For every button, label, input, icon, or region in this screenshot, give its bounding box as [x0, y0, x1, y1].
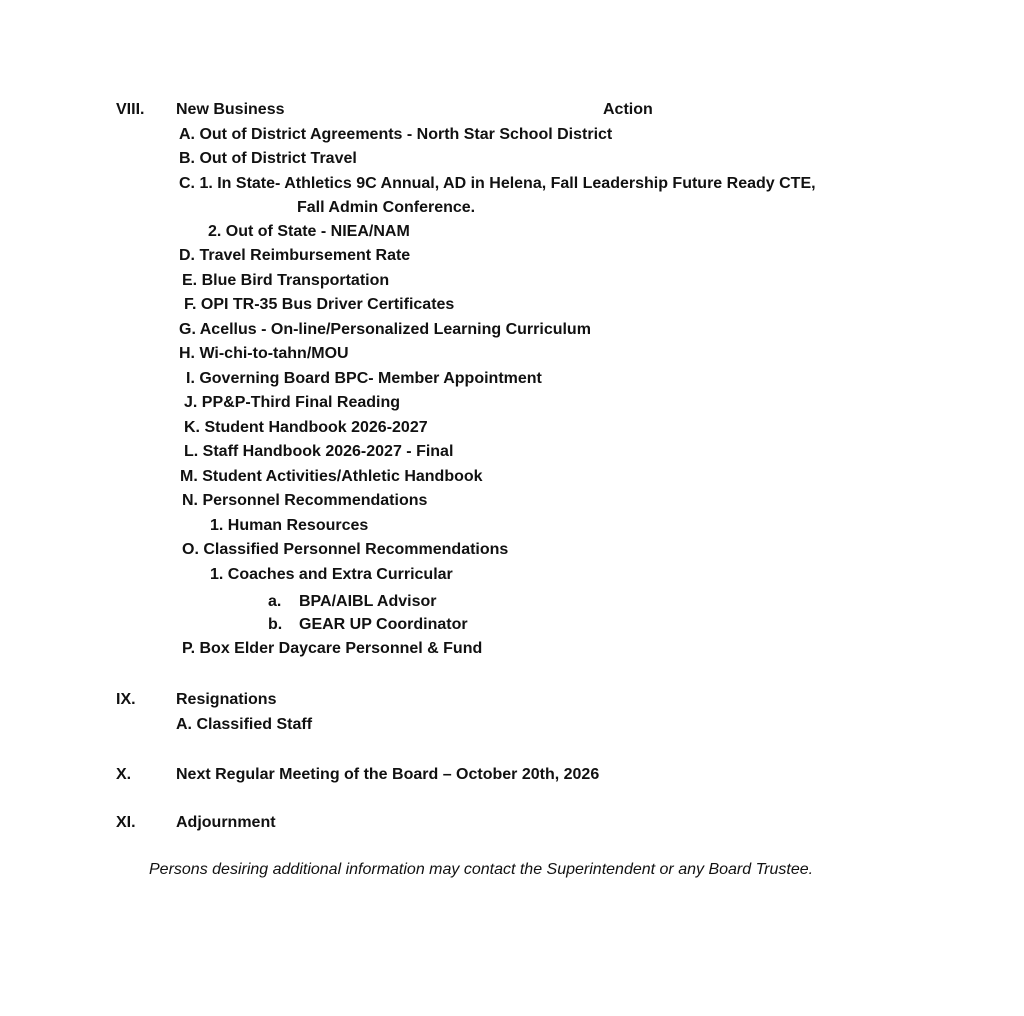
item-viii-o-sub1: 1. Coaches and Extra Curricular — [210, 566, 453, 583]
section-viii-numeral: VIII. — [116, 101, 145, 118]
item-viii-o-sub1-b — [268, 615, 468, 635]
item-viii-m: M. Student Activities/Athletic Handbook — [180, 468, 483, 485]
item-ix-a: A. Classified Staff — [176, 716, 313, 733]
item-viii-i: I. Governing Board BPC- Member Appointment — [186, 370, 542, 387]
action-column-label: Action — [603, 101, 653, 118]
item-viii-h: H. Wi-chi-to-tahn/MOU — [179, 345, 349, 362]
item-viii-n-sub1: 1. Human Resources — [210, 517, 369, 534]
item-viii-c-sub2: 2. Out of State - NIEA/NAM — [208, 223, 410, 240]
section-xi-numeral: XI. — [116, 814, 136, 831]
item-viii-c-line1: C. 1. In State- Athletics 9C Annual, AD in Helena, Fall Leadership Future Ready CTE, — [179, 175, 816, 192]
section-xi-title: Adjournment — [176, 814, 276, 831]
section-viii-title: New Business — [176, 101, 285, 118]
item-viii-a: A. Out of District Agreements - North Star School District — [179, 126, 613, 143]
item-viii-f: F. OPI TR-35 Bus Driver Certificates — [184, 296, 455, 313]
section-ix-title: Resignations — [176, 691, 277, 708]
item-viii-o: O. Classified Personnel Recommendations — [182, 541, 509, 558]
item-viii-d: D. Travel Reimbursement Rate — [179, 247, 411, 264]
item-viii-b: B. Out of District Travel — [179, 150, 357, 167]
section-x-numeral: X. — [116, 766, 132, 783]
item-viii-n: N. Personnel Recommendations — [182, 492, 428, 509]
item-viii-o-sub1-a — [268, 592, 437, 612]
section-ix-numeral: IX. — [116, 691, 136, 708]
item-viii-o-sub1-b-marker: b. — [268, 616, 283, 633]
item-viii-j: J. PP&P-Third Final Reading — [184, 394, 401, 411]
item-viii-e: E. Blue Bird Transportation — [182, 272, 390, 289]
item-viii-g: G. Acellus - On-line/Personalized Learning Curriculum — [179, 321, 591, 338]
section-x-title: Next Regular Meeting of the Board – October 20th, 2026 — [176, 766, 600, 783]
item-viii-l: L. Staff Handbook 2026-2027 - Final — [184, 443, 454, 460]
item-viii-k: K. Student Handbook 2026-2027 — [184, 419, 428, 436]
item-viii-o-sub1-a-marker: a. — [268, 593, 282, 610]
item-viii-c-line2: Fall Admin Conference. — [297, 199, 476, 216]
item-viii-o-sub1-b-text: GEAR UP Coordinator — [299, 616, 468, 633]
item-viii-p: P. Box Elder Daycare Personnel & Fund — [182, 640, 483, 657]
item-viii-o-sub1-a-text: BPA/AIBL Advisor — [299, 593, 437, 610]
footer-note: Persons desiring additional information may contact the Superintendent or any Board Trustee. — [149, 861, 814, 878]
